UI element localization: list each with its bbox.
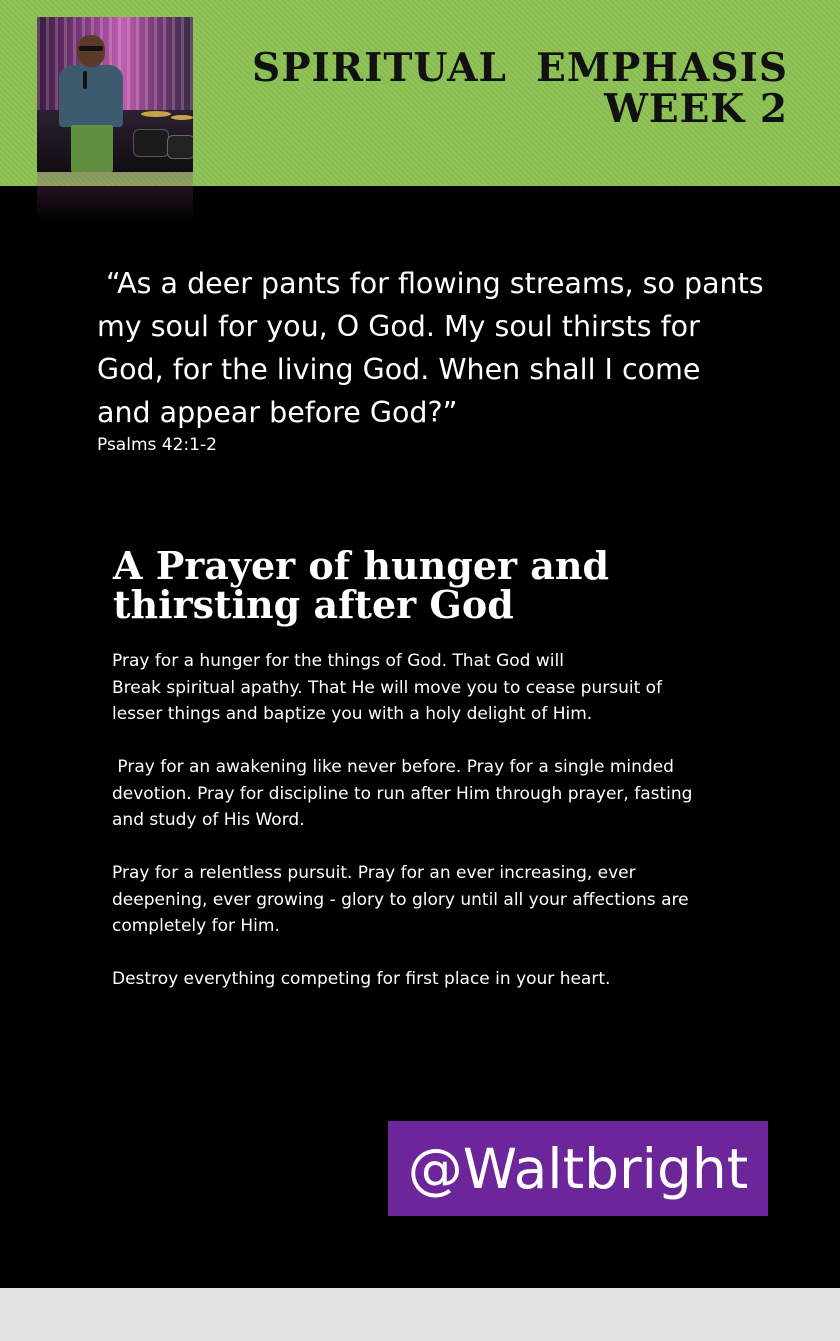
paragraph-line: completely for Him.: [112, 916, 280, 936]
prayer-paragraph: [112, 648, 752, 728]
drum-shape: [133, 129, 169, 157]
page-title: [188, 45, 788, 132]
prayer-body: [112, 648, 752, 1019]
quote-line: God, for the living God. When shall I come: [97, 353, 701, 386]
speaker-photo: [37, 17, 193, 172]
social-handle-badge: [388, 1121, 768, 1216]
prayer-paragraph: [112, 966, 752, 993]
heading-line: thirsting after God: [113, 582, 514, 627]
paragraph-line: Pray for a hunger for the things of God. That God will: [112, 651, 564, 671]
drum-shape: [167, 135, 193, 159]
cymbal-shape: [141, 111, 171, 117]
speaker-legs: [71, 125, 113, 172]
paragraph-line: Pray for an awakening like never before. Pray for a single minded: [112, 757, 674, 777]
paragraph-line: Pray for a relentless pursuit. Pray for an ever increasing, ever: [112, 863, 636, 883]
speaker-body: [59, 65, 123, 127]
prayer-paragraph: [112, 754, 752, 834]
bottom-bar: [0, 1288, 840, 1341]
scripture-reference: Psalms 42:1-2: [97, 435, 217, 455]
paragraph-line: Break spiritual apathy. That He will move you to cease pursuit of: [112, 677, 663, 698]
prayer-paragraph: [112, 860, 752, 940]
heading-line: A Prayer of hunger and: [113, 543, 610, 588]
title-line-2: WEEK 2: [604, 86, 788, 132]
paragraph-line: Destroy everything competing for first place in your heart.: [112, 969, 611, 989]
paragraph-line: lesser things and baptize you with a holy delight of Him.: [112, 704, 593, 724]
photo-reflection: [37, 172, 193, 222]
scripture-quote: [97, 262, 797, 434]
microphone-icon: [83, 71, 87, 89]
quote-line: “As a deer pants for flowing streams, so pants: [97, 267, 764, 300]
paragraph-line: devotion. Pray for discipline to run after Him through prayer, fasting: [112, 783, 693, 804]
quote-line: my soul for you, O God. My soul thirsts for: [97, 310, 700, 343]
social-handle-text: @Waltbright: [407, 1136, 749, 1201]
paragraph-line: and study of His Word.: [112, 810, 305, 830]
prayer-heading: [113, 543, 753, 627]
header-banner: [0, 0, 840, 186]
speaker-head: [77, 35, 105, 67]
quote-line: and appear before God?”: [97, 396, 458, 429]
paragraph-line: deepening, ever growing - glory to glory until all your affections are: [112, 889, 689, 910]
speaker-glasses: [79, 46, 103, 51]
title-line-1: SPIRITUAL EMPHASIS: [252, 45, 788, 91]
